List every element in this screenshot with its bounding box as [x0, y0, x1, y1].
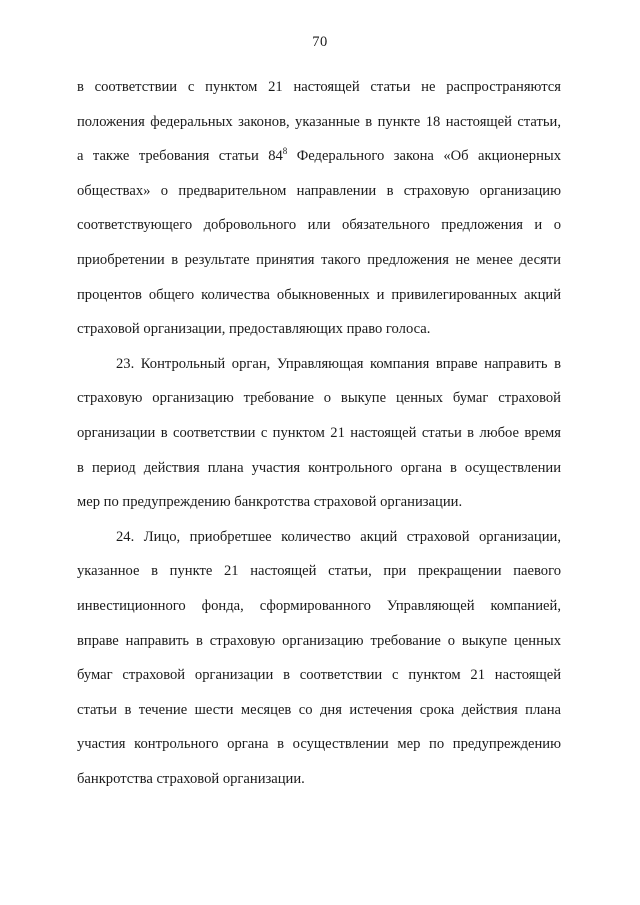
text-line: мер по предупреждению банкротства страховой организации. — [77, 494, 463, 511]
paragraph-24-first-line: 24. Лицо, приобретшее количество акций страховой организации, — [116, 528, 561, 545]
text-line: приобретении в результате принятия такого предложения не менее десяти — [77, 251, 561, 268]
text-line: соответствующего добровольного или обязательного предложения и о — [77, 217, 561, 234]
text-line: вправе направить в страховую организацию требование о выкупе ценных — [77, 632, 561, 649]
text-line: бумаг страховой организации в соответствии с пунктом 21 настоящей — [77, 667, 561, 684]
text-line: участия контрольного органа в осуществлении мер по предупреждению — [77, 736, 561, 753]
text-line: статьи в течение шести месяцев со дня истечения срока действия плана — [77, 701, 561, 718]
text-line: в соответствии с пунктом 21 настоящей статьи не распространяются — [77, 79, 561, 95]
text-line: банкротства страховой организации. — [77, 770, 305, 787]
text-line: инвестиционного фонда, сформированного Управляющей компанией, — [77, 597, 561, 614]
text-line: положения федеральных законов, указанные в пункте 18 настоящей статьи, — [77, 113, 561, 130]
text-line: страховую организацию требование о выкупе ценных бумаг страховой — [77, 390, 561, 407]
text-fragment: Федерального закона «Об акционерных — [287, 148, 561, 165]
text-line: процентов общего количества обыкновенных и привилегированных акций — [77, 286, 561, 303]
superscript: 8 — [282, 146, 288, 157]
text-fragment: а также требования статьи 84 — [77, 148, 283, 165]
text-line: указанное в пункте 21 настоящей статьи, при прекращении паевого — [77, 563, 561, 580]
text-line-with-superscript — [77, 139, 561, 174]
text-line: организации в соответствии с пунктом 21 настоящей статьи в любое время — [77, 424, 561, 441]
text-line: обществах» о предварительном направлении в страховую организацию — [77, 182, 561, 199]
text-line: страховой организации, предоставляющих право голоса. — [77, 321, 431, 338]
text-line: в период действия плана участия контрольного органа в осуществлении — [77, 459, 561, 476]
page-number: 70 — [312, 34, 328, 50]
document-body — [77, 70, 561, 796]
paragraph-23-first-line: 23. Контрольный орган, Управляющая компания вправе направить в — [116, 355, 561, 372]
